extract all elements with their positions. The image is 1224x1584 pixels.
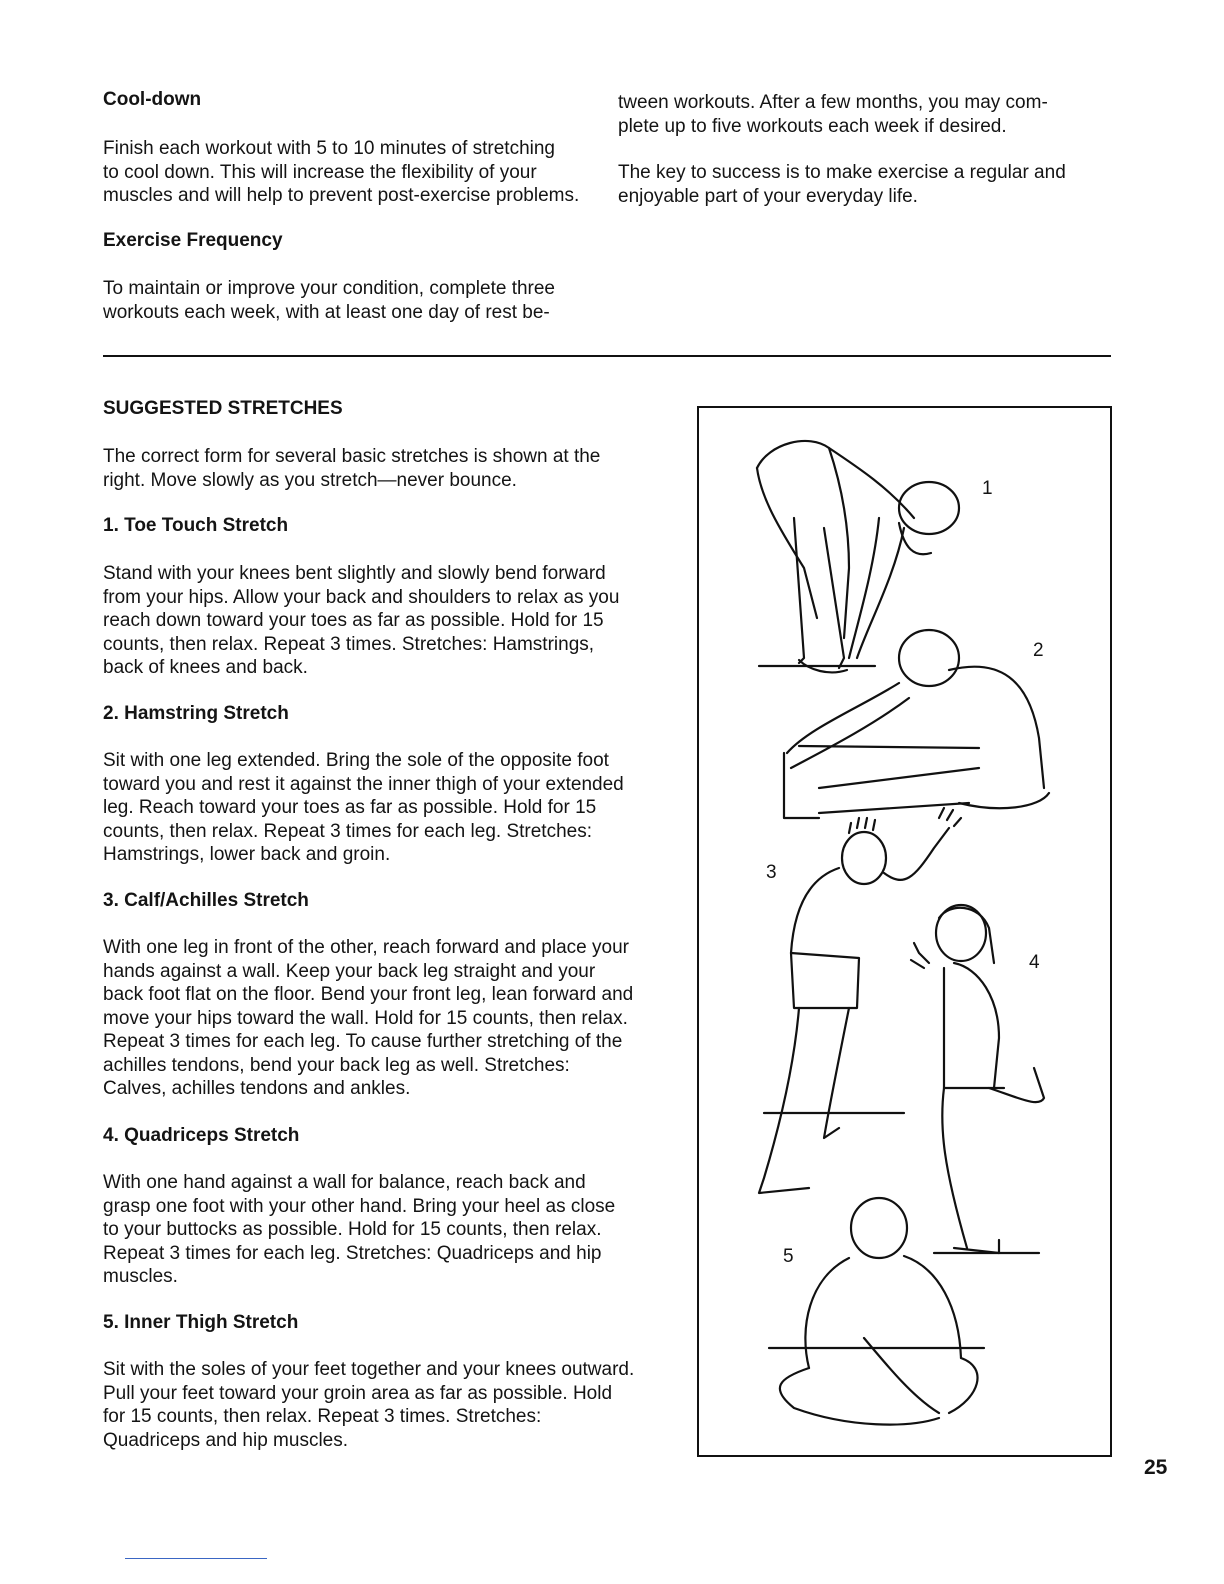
stretches-intro: The correct form for several basic stretches is shown at the right. Move slowly as you stretch—never bounce.	[103, 446, 601, 491]
figure-label-2: 2	[1033, 640, 1044, 661]
stretch-5-title: 5. Inner Thigh Stretch	[103, 1312, 299, 1333]
stretch-5-text: Sit with the soles of your feet together and your knees outward. Pull your feet toward your groin area as far as possible. Hold for 15 counts, then relax. Repeat 3 times. Stretches: Quadriceps and hip muscles.	[103, 1359, 635, 1451]
stretch-illustrations	[699, 408, 1110, 1455]
figure-label-1: 1	[982, 478, 993, 499]
stretch-3-text: With one leg in front of the other, reach forward and place your hands against a wall. Keep your back leg straight and your back foot flat on the floor. Bend your front leg, lean forward and move your hips toward the wall. Hold for 15 counts, then relax. Repeat 3 times for each leg. To cause further stretching of the achilles tendons, bend your back leg as well. Stretches: Calves, achilles tendons and ankles.	[103, 937, 634, 1099]
toe-touch-figure	[757, 441, 959, 672]
figure-label-4: 4	[1029, 952, 1040, 973]
stretch-2-title: 2. Hamstring Stretch	[103, 703, 289, 724]
key-to-success-text: The key to success is to make exercise a regular and enjoyable part of your everyday life.	[618, 162, 1066, 207]
stretches-illustration-panel	[697, 406, 1112, 1457]
stretch-4-text: With one hand against a wall for balance, reach back and grasp one foot with your other hand. Bring your heel as close to your buttocks as possible. Hold for 15 counts, then relax. Repeat 3 times for each leg. Stretches: Quadriceps and hip muscles.	[103, 1172, 616, 1287]
figure-label-5: 5	[783, 1246, 794, 1267]
page-number: 25	[1144, 1456, 1168, 1479]
stretch-2-text: Sit with one leg extended. Bring the sole of the opposite foot toward you and rest it against the inner thigh of your extended leg. Reach toward your toes as far as possible. Hold for 15 counts, then relax. Repeat 3 times for each leg. Stretches: Hamstrings, lower back and groin.	[103, 750, 624, 865]
frequency-heading: Exercise Frequency	[103, 230, 283, 251]
stretch-4-title: 4. Quadriceps Stretch	[103, 1125, 300, 1146]
inner-thigh-stretch-figure	[769, 1198, 984, 1425]
frequency-text-left: To maintain or improve your condition, complete three workouts each week, with at least one day of rest be-	[103, 278, 556, 323]
calf-stretch-figure	[759, 808, 961, 1193]
cooldown-text: Finish each workout with 5 to 10 minutes of stretching to cool down. This will increase the flexibility of your muscles and will help to prevent post-exercise problems.	[103, 138, 580, 206]
section-divider	[103, 355, 1111, 357]
stretch-3-title: 3. Calf/Achilles Stretch	[103, 890, 309, 911]
stretches-heading: SUGGESTED STRETCHES	[103, 398, 343, 419]
quadriceps-stretch-figure	[911, 905, 1044, 1253]
cooldown-heading: Cool-down	[103, 89, 202, 110]
footer-line	[125, 1558, 267, 1559]
figure-label-3: 3	[766, 862, 777, 883]
frequency-text-right: tween workouts. After a few months, you may com- plete up to five workouts each week if desired.	[618, 92, 1048, 137]
stretch-1-title: 1. Toe Touch Stretch	[103, 515, 289, 536]
hamstring-stretch-figure	[784, 630, 1049, 818]
stretch-1-text: Stand with your knees bent slightly and slowly bend forward from your hips. Allow your back and shoulders to relax as you reach down toward your toes as far as possible. Hold for 15 counts, then relax. Repeat 3 times. Stretches: Hamstrings, back of knees and back.	[103, 563, 620, 678]
